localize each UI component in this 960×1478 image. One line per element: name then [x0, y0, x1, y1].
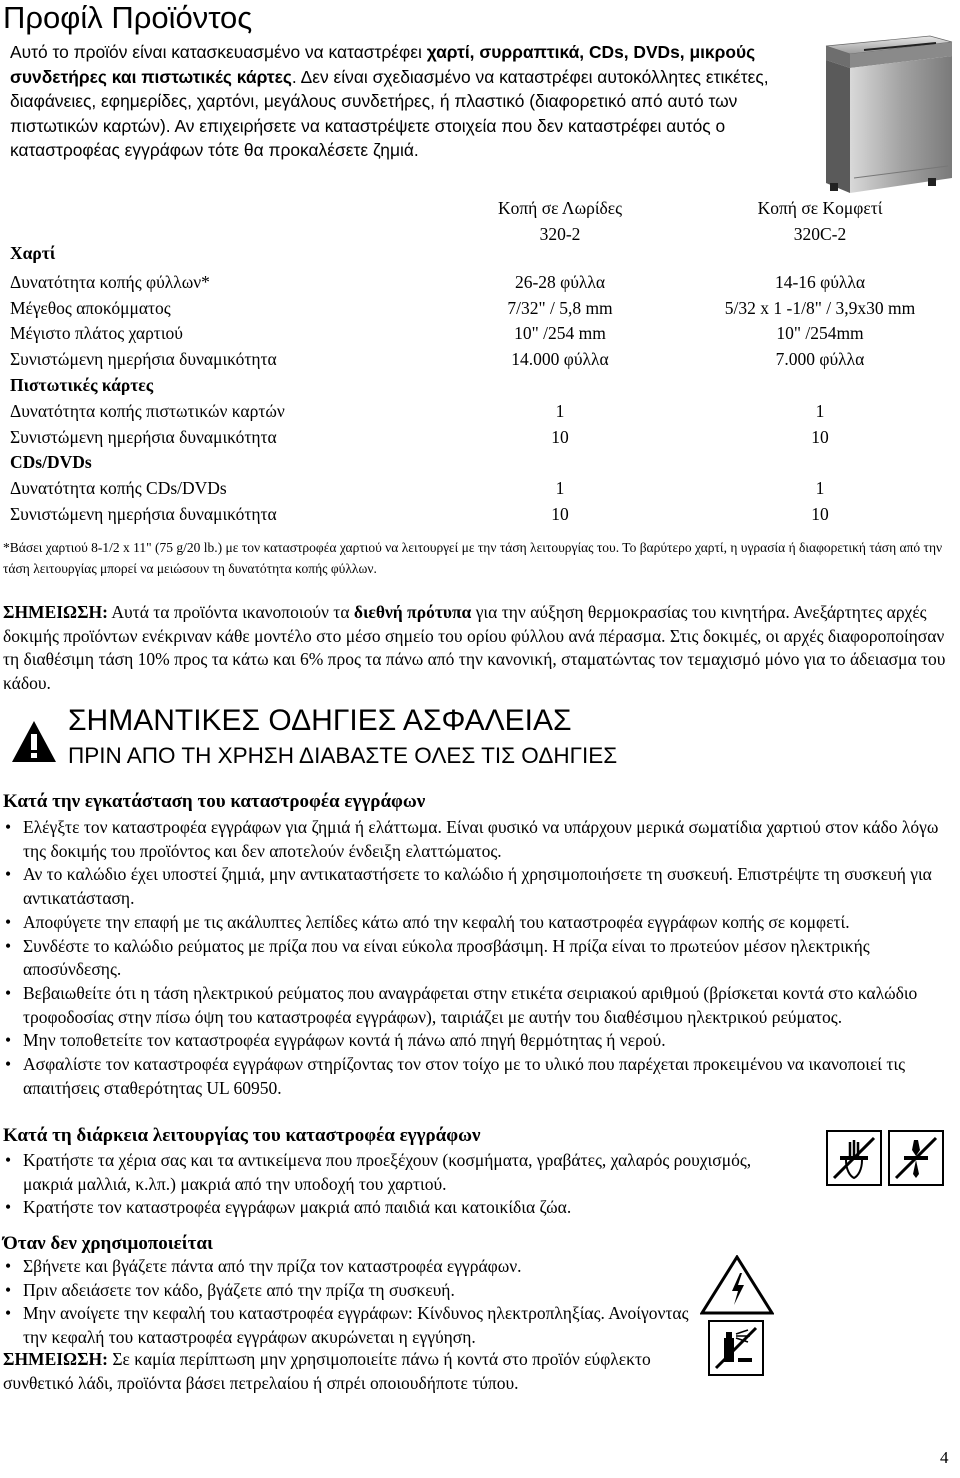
table-row [10, 269, 950, 295]
table-cell: 5/32 x 1 -1/8" / 3,9x30 mm [724, 298, 916, 318]
footnote: *Βάσει χαρτιού 8-1/2 x 11" (75 g/20 lb.) με τον καταστροφέα χαρτιού να λειτουργεί με την τάση λειτουργίας του. Το βαρύτερο χαρτί, η υγρασία ή διαφορετική τάση από την τάση λειτουργίας μπορεί να μειώσουν τη δυνατότητα κοπής φύλλων. [3, 540, 943, 576]
table-cell: 10" /254mm [776, 323, 864, 343]
table-cell: 1 [555, 478, 565, 498]
table-row [10, 475, 950, 501]
table-row-label: Μέγιστο πλάτος χαρτιού [10, 323, 183, 343]
electric-shock-icon [700, 1255, 774, 1315]
no-tie-icon [888, 1130, 944, 1186]
table-cell: 26-28 φύλλα [514, 272, 606, 292]
note-text-a: Αυτά τα προϊόντα ικανοποιούν τα [107, 602, 354, 622]
column-header-confetti-cut-label: Κοπή σε Κομφετί [757, 198, 883, 218]
table-row [10, 320, 950, 346]
list-item: • Κρατήστε τα χέρια σας και τα αντικείμενα που προεξέχουν (κοσμήματα, γραβάτες, χαλαρός ρουχισμός, μακριά μαλλιά, κ.λπ.) μακριά από την υποδοχή του χαρτιού. [3, 1149, 793, 1196]
unused-heading: Όταν δεν χρησιμοποιείται [3, 1233, 213, 1254]
column-header-strip-cut-label: Κοπή σε Λωρίδες [497, 198, 623, 218]
warning-triangle-icon [10, 718, 58, 766]
list-item: • Μην ανοίγετε την κεφαλή του καταστροφέα εγγράφων: Κίνδυνος ηλεκτροπληξίας. Ανοίγοντας την κεφαλή του καταστροφέα εγγράφων ακυρώνεται η εγγύηση. [3, 1302, 703, 1349]
table-cell: 1 [815, 478, 825, 498]
table-row [10, 398, 950, 424]
install-list [3, 816, 958, 1100]
table-row-label: Μέγεθος αποκόμματος [10, 298, 171, 318]
unused-list [3, 1255, 703, 1350]
intro-text-a: Αυτό το προϊόν είναι κατασκευασμένο να καταστρέφει [10, 42, 427, 62]
intro-text-b: . Δεν είναι σχεδιασμένο να καταστρέφει αυτοκόλλητες ετικέτες, διαφάνειες, εφημερίδες, χαρτόνι, μεγάλους συνδετήρες, ή πλαστικό (διαφορετικό από αυτό των πιστωτικών καρτών). Αν επιχειρήσετε να καταστρέψετε στοιχεία που δεν καταστρέφει αυτός ο καταστροφέας εγγράφων τότε θα προκαλέσετε ζημιά. [10, 66, 769, 161]
table-row-label: Δυνατότητα κοπής φύλλων* [10, 272, 210, 292]
note-flammable [3, 1348, 663, 1395]
table-section-cds-dvds [10, 449, 950, 475]
list-item: • Συνδέστε το καλώδιο ρεύματος με πρίζα που να είναι εύκολα προσβάσιμη. Η πρίζα είναι το πρωτεύον μέσον ηλεκτρικής αποσύνδεσης. [3, 935, 958, 982]
table-cell: 10 [551, 427, 569, 447]
list-item: • Αν το καλώδιο έχει υποστεί ζημιά, μην αντικαταστήσετε το καλώδιο ή χρησιμοποιήσετε τη συσκευή. Επιστρέψτε τη συσκευή για αντικατάσταση. [3, 863, 958, 910]
install-heading: Κατά την εγκατάσταση του καταστροφέα εγγράφων [3, 791, 426, 812]
table-cell: 14-16 φύλλα [774, 272, 866, 292]
table-cell: 10 [551, 504, 569, 524]
table-cell: 10 [811, 427, 829, 447]
table-cell: 7/32" / 5,8 mm [507, 298, 613, 318]
table-row-label: Συνιστώμενη ημερήσια δυναμικότητα [10, 504, 277, 524]
list-item: • Πριν αδειάσετε τον κάδο, βγάζετε από την πρίζα τη συσκευή. [3, 1279, 703, 1303]
no-spray-icon [708, 1320, 764, 1376]
list-item: • Κρατήστε τον καταστροφέα εγγράφων μακριά από παιδιά και κατοικίδια ζώα. [3, 1196, 793, 1220]
column-header-confetti-cut-model: 320C-2 [793, 224, 847, 244]
no-hands-icon [826, 1130, 882, 1186]
table-row-label: Συνιστώμενη ημερήσια δυναμικότητα [10, 427, 277, 447]
list-item: • Βεβαιωθείτε ότι η τάση ηλεκτρικού ρεύματος που αναγράφεται στην ετικέτα σειριακού αριθμού (βρίσκεται κοντά στο καλώδιο τροφοδοσίας στην πίσω όψη του καταστροφέα εγγράφων), ταιριάζει με αυτήν του διαθέσιμου ηλεκτρικού ρεύματος. [3, 982, 958, 1029]
table-cell: 7.000 φύλλα [775, 349, 865, 369]
list-item: • Ασφαλίστε τον καταστροφέα εγγράφων στηρίζοντας τον στον τοίχο με το υλικό που παρέχεται προκειμένου να ικανοποιεί τις απαιτήσεις σταθερότητας UL 60950. [3, 1053, 958, 1100]
note-text-bold: διεθνή πρότυπα [353, 602, 472, 622]
table-row [10, 424, 950, 450]
column-header-strip-cut-model: 320-2 [539, 224, 581, 244]
shredder-product-image [818, 28, 958, 200]
list-item: • Ελέγξτε τον καταστροφέα εγγράφων για ζημιά ή ελάττωμα. Είναι φυσικό να υπάρχουν μερικά σωματίδια χαρτιού στον κάδο λόγω της δοκιμής του προϊόντος και δεν αποτελούν ένδειξη ελαττώματος. [3, 816, 958, 863]
note-label: ΣΗΜΕΙΩΣΗ: [3, 602, 108, 622]
operation-heading: Κατά τη διάρκεια λειτουργίας του καταστροφέα εγγράφων [3, 1125, 481, 1146]
table-row [10, 501, 950, 527]
note-motor-temperature [3, 601, 958, 695]
note-label: ΣΗΜΕΙΩΣΗ: [3, 1349, 108, 1369]
table-row-label: Δυνατότητα κοπής CDs/DVDs [10, 478, 227, 498]
table-section-credit-cards [10, 372, 950, 398]
table-cell: 10" /254 mm [514, 323, 606, 343]
list-item: • Μην τοποθετείτε τον καταστροφέα εγγράφων κοντά ή πάνω από πηγή θερμότητας ή νερού. [3, 1029, 958, 1053]
intro-paragraph [10, 40, 780, 163]
table-row-label: Συνιστώμενη ημερήσια δυναμικότητα [10, 349, 277, 369]
table-cell: 1 [555, 401, 565, 421]
table-row [10, 346, 950, 372]
intro-text-bold: χαρτί, συρραπτικά, CDs, DVDs, μικρούς συνδετήρες και πιστωτικές κάρτες [10, 42, 756, 87]
note-text: Σε καμία περίπτωση μην χρησιμοποιείτε πάνω ή κοντά στο προϊόν εύφλεκτο συνθετικό λάδι, προϊόντα βάσει πετρελαίου ή σπρέι οποιουδήποτε τύπου. [3, 1349, 651, 1393]
list-item: • Σβήνετε και βγάζετε πάντα από την πρίζα τον καταστροφέα εγγράφων. [3, 1255, 703, 1279]
table-row-label: CDs/DVDs [10, 452, 92, 472]
operation-list [3, 1149, 793, 1220]
safety-title: ΣΗΜΑΝΤΙΚΕΣ ΟΔΗΓΙΕΣ ΑΣΦΑΛΕΙΑΣ [68, 704, 572, 737]
table-row-label: Χαρτί [10, 243, 56, 263]
table-row-label: Δυνατότητα κοπής πιστωτικών καρτών [10, 401, 285, 421]
table-cell: 10 [811, 504, 829, 524]
note-text-b: για την αύξηση θερμοκρασίας του κινητήρα. Ανεξάρτητες αρχές δοκιμής προϊόντων ενέκριναν κάθε μοντέλο στο μέσο σημείο του ορίου φύλλου ανά πέρασμα. Στις δοκιμές, οι αρχές διαφοροποίησαν τη διαθέσιμη τάση 10% προς τα κάτω και 6% προς τα πάνω από την κανονική, σταματώντας τον τεμαχισμό μόνο για το άδειασμα του κάδου. [3, 602, 946, 693]
table-cell: 14.000 φύλλα [511, 349, 609, 369]
table-row-label: Πιστωτικές κάρτες [10, 375, 154, 395]
page-number: 4 [940, 1448, 949, 1467]
safety-subtitle: ΠΡΙΝ ΑΠΟ ΤΗ ΧΡΗΣΗ ΔΙΑΒΑΣΤΕ ΟΛΕΣ ΤΙΣ ΟΔΗΓΙΕΣ [68, 743, 618, 768]
page-title: Προφίλ Προϊόντος [3, 0, 253, 35]
list-item: • Αποφύγετε την επαφή με τις ακάλυπτες λεπίδες κάτω από την κεφαλή του καταστροφέα εγγράφων κοπής σε κομφετί. [3, 911, 958, 935]
table-row [10, 295, 950, 321]
table-cell: 1 [815, 401, 825, 421]
table-section-paper [10, 240, 950, 266]
